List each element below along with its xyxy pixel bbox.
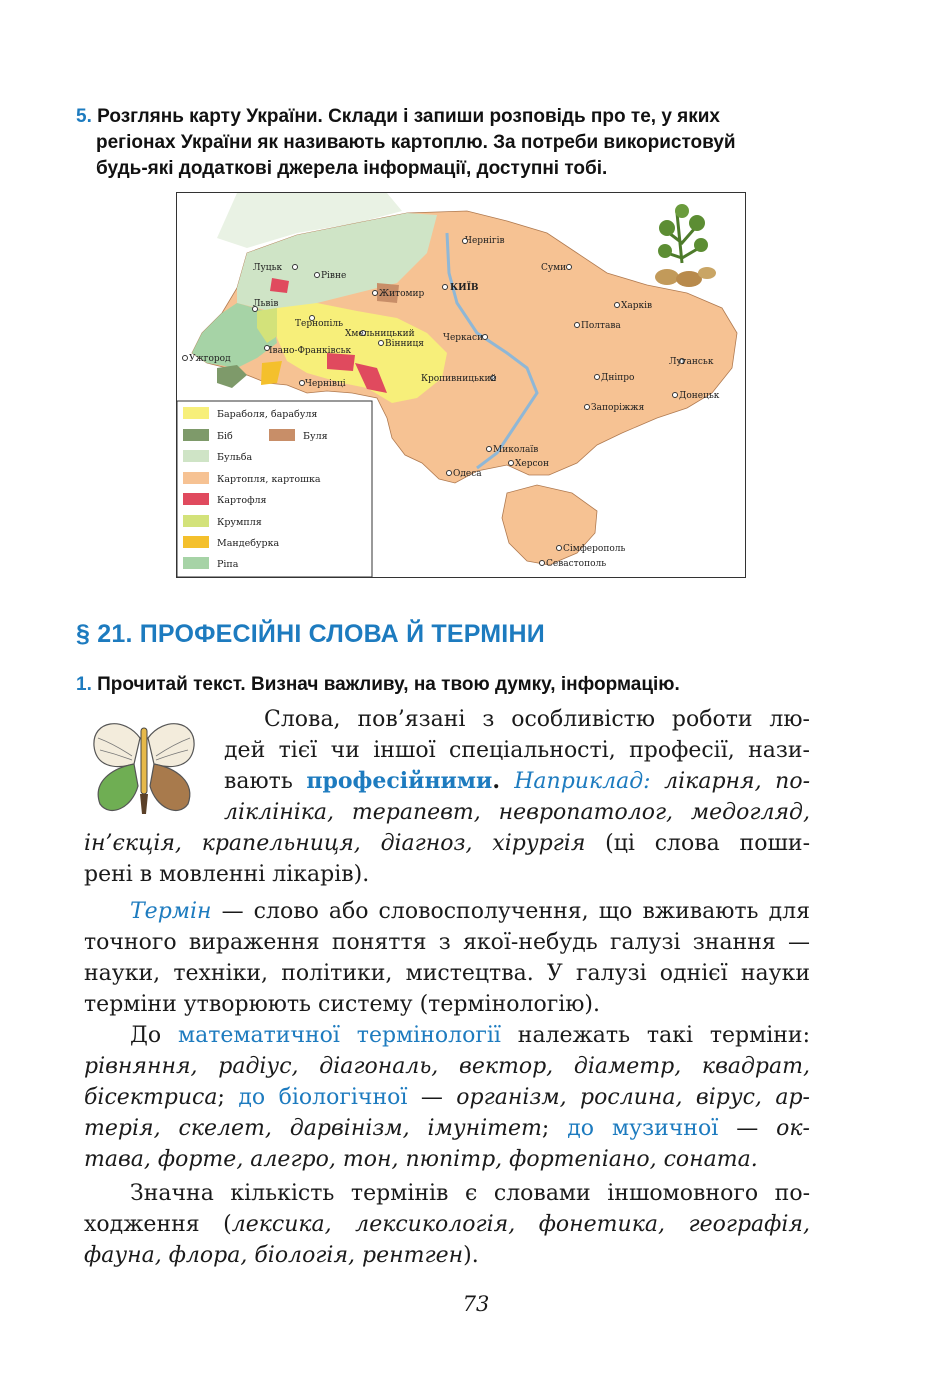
map-legend — [177, 401, 372, 577]
task-number: 1. — [76, 674, 92, 695]
legend-label: Картопля, картошка — [217, 474, 321, 485]
text-line: терія, скелет, дарвінізм, імунітет; до музичної — ок- — [84, 1116, 810, 1141]
city-label: КИЇВ — [450, 283, 479, 293]
ukraine-potato-names-map — [176, 192, 746, 578]
text-line: фауна, флора, біологія, рентген). — [84, 1243, 479, 1268]
city-label: Івано-Франківськ — [269, 346, 352, 356]
legend-label: Крумпля — [217, 517, 262, 528]
task-1 — [76, 672, 876, 698]
term-highlight: математичної термінології — [177, 1023, 501, 1048]
task-5 — [76, 104, 876, 182]
city-label: Кропивницький — [421, 374, 497, 384]
task-number: 5. — [76, 106, 92, 127]
city-label: Ужгород — [189, 354, 231, 364]
task-text-line: будь-які додаткові джерела інформації, доступні тобі. — [96, 158, 608, 179]
text-line: ліклініка, терапевт, невропатолог, медогляд, — [224, 800, 810, 825]
paragraph-professional-words — [84, 704, 810, 890]
task-text-line: регіонах України як називають картоплю. За потреби використовуй — [96, 132, 736, 153]
city-label: Харків — [621, 301, 653, 311]
term-highlight: Термін — [130, 899, 212, 924]
text-line: вають професійними. Наприклад: лікарня, по- — [224, 768, 810, 794]
city-label: Рівне — [321, 271, 347, 281]
term-highlight: професійними — [306, 768, 493, 794]
city-label: Полтава — [581, 321, 621, 331]
text-line: дей тієї чи іншої спеціальності, професії, нази- — [224, 738, 810, 763]
text-line: Значна кількість термінів є словами іншомовного по- — [130, 1181, 810, 1206]
text-line: тава, форте, алегро, тон, пюпітр, фортепіано, соната. — [84, 1147, 758, 1172]
city-label: Луганськ — [669, 357, 714, 367]
city-label: Севастополь — [546, 559, 607, 569]
city-label: Дніпро — [601, 373, 635, 383]
text-line: точного вираження поняття з якої-небудь галузі знання — — [84, 930, 810, 955]
city-label: Чернівці — [305, 379, 346, 389]
legend-label: Мандебурка — [217, 538, 280, 549]
text-line: рені в мовленні лікарів). — [84, 862, 370, 887]
example-label: Наприклад: — [514, 769, 651, 794]
city-label: Донецьк — [679, 391, 720, 401]
city-label: Житомир — [379, 289, 425, 299]
city-label: Чернігів — [465, 236, 505, 246]
city-label: Миколаїв — [493, 445, 539, 455]
legend-label: Ріпа — [217, 559, 239, 570]
text-line: ін’єкція, крапельниця, діагноз, хірургія (ці слова поши- — [84, 831, 810, 856]
text-line: терміни утворюють систему (термінологію). — [84, 992, 600, 1017]
city-label: Луцьк — [253, 263, 283, 273]
task-text: Прочитай текст. Визнач важливу, на твою думку, інформацію. — [97, 674, 680, 695]
legend-label: Буля — [303, 431, 328, 442]
city-label: Сімферополь — [563, 544, 626, 554]
city-label: Тернопіль — [295, 319, 344, 329]
task-text-line: Розглянь карту України. Склади і запиши розповідь про те, у яких — [97, 106, 721, 127]
page-number: 73 — [462, 1292, 490, 1316]
text-line: науки, техніки, політики, мистецтва. У галузі однієї науки — [84, 961, 810, 986]
paragraph-terminology-examples — [84, 1020, 810, 1175]
city-label: Херсон — [515, 459, 549, 469]
city-label: Суми — [541, 263, 567, 273]
text-line: Термін — слово або словосполучення, що вживають для — [130, 899, 810, 924]
term-highlight: до біологічної — [238, 1085, 408, 1110]
text-line: Слова, пов’язані з особливістю роботи лю- — [264, 707, 810, 732]
city-label: Вінниця — [385, 339, 424, 349]
city-label: Одеса — [453, 469, 482, 479]
text-line: ходження (лексика, лексикологія, фонетика, географія, — [84, 1212, 810, 1237]
city-label: Запоріжжя — [591, 403, 645, 413]
city-label: Черкаси — [443, 333, 484, 343]
section-title: § 21. ПРОФЕСІЙНІ СЛОВА Й ТЕРМІНИ — [76, 620, 545, 648]
legend-label: Бараболя, барабуля — [217, 409, 318, 420]
legend-label: Бульба — [217, 452, 253, 463]
paragraph-foreign-origin — [84, 1178, 810, 1271]
text-line: рівняння, радіус, діагональ, вектор, діаметр, квадрат, — [84, 1054, 810, 1079]
text-line: бісектриса; до біологічної — організм, рослина, вірус, ар- — [84, 1085, 810, 1110]
city-label: Львів — [253, 299, 279, 309]
map-svg — [177, 193, 745, 577]
term-highlight: до музичної — [567, 1116, 719, 1141]
legend-label: Картофля — [217, 495, 267, 506]
text-line: До математичної термінології належать такі терміни: — [130, 1023, 810, 1048]
city-label: Хмельницький — [345, 329, 415, 339]
legend-label: Біб — [217, 431, 233, 442]
paragraph-term-definition — [84, 896, 810, 1020]
